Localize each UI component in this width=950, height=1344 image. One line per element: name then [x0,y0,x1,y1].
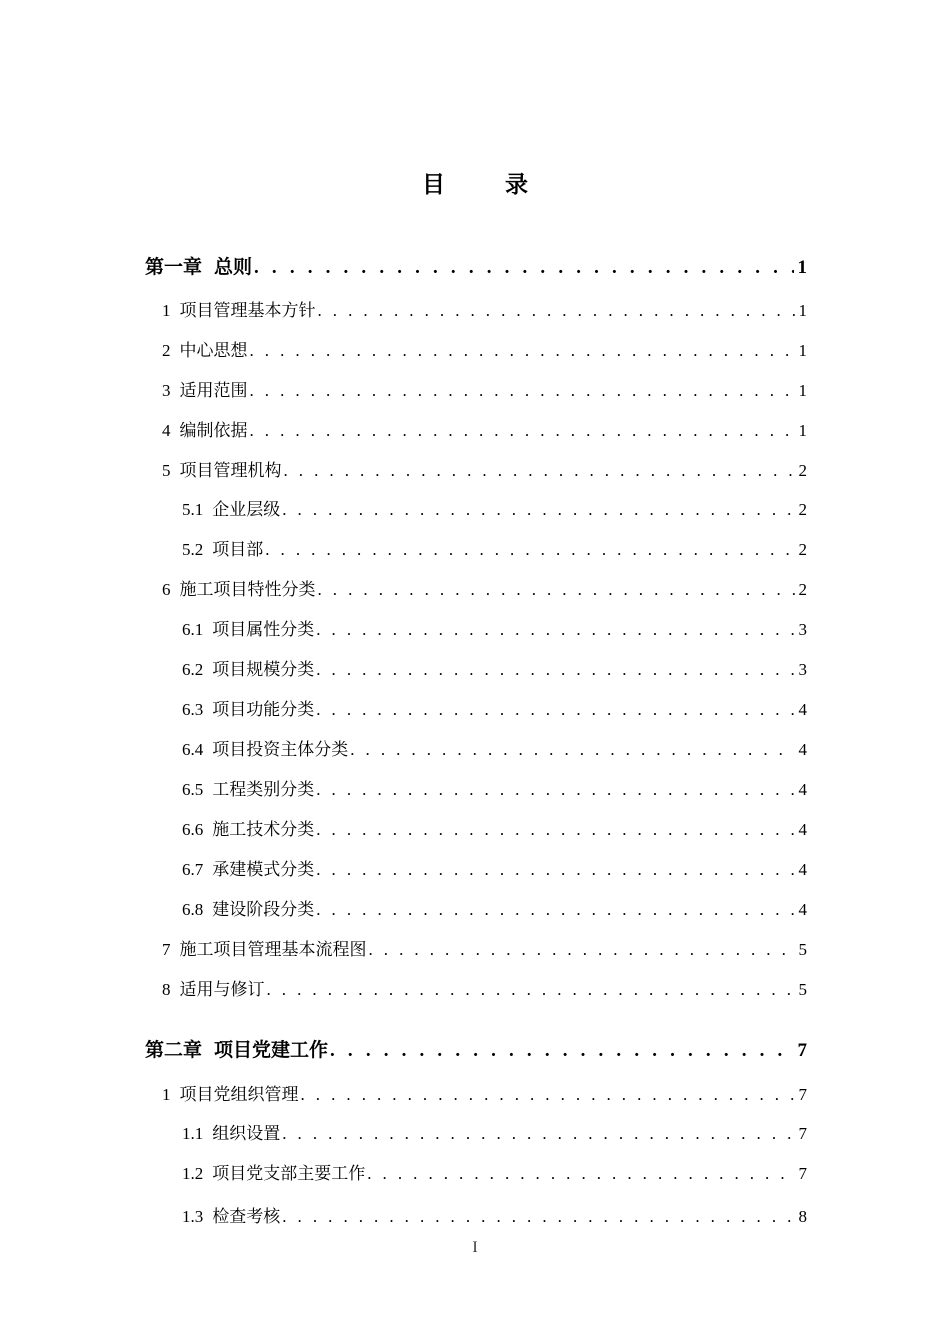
toc-leader-dots [316,657,794,683]
toc-section[interactable] [162,338,807,364]
toc-label: 项目管理基本方针 [179,301,316,320]
toc-leader-dots [367,1161,794,1187]
toc-leader-dots [318,577,795,603]
toc-subsection[interactable] [182,897,807,923]
toc-page-number: 7 [798,1085,807,1104]
toc-leader-dots [369,937,795,963]
toc-page-number: 2 [798,461,807,480]
toc-label: 承建模式分类 [212,860,315,879]
page-title: 目 录 [421,172,554,198]
toc-leader-dots [282,497,794,523]
toc-section[interactable] [162,937,807,963]
toc-section[interactable] [162,577,807,603]
toc-page-number: 4 [798,740,807,759]
toc-label: 项目投资主体分类 [212,740,349,759]
toc-number: 1.1 [182,1124,204,1143]
toc-label: 项目党支部主要工作 [212,1164,366,1183]
toc-label: 中心思想 [179,341,248,360]
toc-page-number: 3 [798,620,807,639]
toc-label: 编制依据 [179,421,248,440]
toc-label: 项目功能分类 [212,700,315,719]
toc-label: 施工技术分类 [212,820,315,839]
toc-leader-dots [316,817,794,843]
toc-leader-dots [250,378,795,404]
toc-subsection[interactable] [182,537,807,563]
toc-number: 6.3 [182,700,204,719]
toc-number: 第一章 [145,256,203,278]
toc-page-number: 7 [797,1040,807,1061]
toc-leader-dots [316,777,794,803]
toc-section[interactable] [162,1082,807,1108]
toc-number: 5.1 [182,500,204,519]
toc-label: 项目党组织管理 [179,1085,299,1104]
toc-label: 企业层级 [212,500,281,519]
toc-page-number: 4 [798,780,807,799]
toc-leader-dots [316,617,794,643]
toc-page-number: 4 [798,820,807,839]
toc-number: 第二章 [145,1039,203,1061]
toc-leader-dots [282,1121,794,1147]
toc-page-number: 4 [798,860,807,879]
toc-number: 5 [162,461,171,480]
toc-subsection[interactable] [182,737,807,763]
toc-number: 8 [162,980,171,999]
toc-page-number: 2 [798,500,807,519]
toc-subsection[interactable] [182,777,807,803]
toc-label: 施工项目特性分类 [179,580,316,599]
toc-leader-dots [316,897,794,923]
toc-number: 4 [162,421,171,440]
toc-label: 建设阶段分类 [212,900,315,919]
toc-page-number: 4 [798,900,807,919]
toc-label: 组织设置 [212,1124,281,1143]
toc-leader-dots [316,697,794,723]
toc-leader-dots [267,977,795,1003]
toc-number: 6.5 [182,780,204,799]
toc-number: 6.8 [182,900,204,919]
toc-subsection[interactable] [182,857,807,883]
toc-subsection[interactable] [182,1161,807,1187]
toc-subsection[interactable] [182,617,807,643]
toc-leader-dots [265,537,794,563]
toc-number: 6.2 [182,660,204,679]
toc-number: 1 [162,301,171,320]
toc-page-number: 1 [797,257,807,278]
toc-label: 总则 [214,256,253,278]
toc-page-number: 3 [798,660,807,679]
toc-section[interactable] [162,458,807,484]
toc-leader-dots [316,857,794,883]
toc-leader-dots [254,255,793,280]
toc-label: 适用范围 [179,381,248,400]
toc-number: 6.6 [182,820,204,839]
toc-subsection[interactable] [182,497,807,523]
toc-section[interactable] [162,298,807,324]
toc-leader-dots [350,737,794,763]
toc-number: 1 [162,1085,171,1104]
toc-number: 1.2 [182,1164,204,1183]
toc-subsection[interactable] [182,817,807,843]
toc-page-number: 2 [798,540,807,559]
toc-leader-dots [301,1082,795,1108]
toc-label: 工程类别分类 [212,780,315,799]
toc-section[interactable] [162,418,807,444]
toc-page-number: 7 [798,1124,807,1143]
page-number-footer: I [472,1239,478,1256]
toc-leader-dots [330,1038,793,1063]
toc-number: 6.1 [182,620,204,639]
toc-leader-dots [284,458,795,484]
toc-label: 项目党建工作 [214,1039,329,1061]
toc-number: 6 [162,580,171,599]
toc-number: 7 [162,940,171,959]
toc-section[interactable] [162,977,807,1003]
toc-leader-dots [282,1204,794,1230]
toc-number: 1.3 [182,1207,204,1226]
toc-chapter[interactable] [145,1037,807,1063]
toc-page-number: 1 [798,381,807,400]
toc-subsection[interactable] [182,1204,807,1230]
toc-label: 检查考核 [212,1207,281,1226]
toc-number: 6.7 [182,860,204,879]
toc-page-number: 5 [798,940,807,959]
toc-chapter[interactable] [145,254,807,280]
toc-label: 项目属性分类 [212,620,315,639]
toc-subsection[interactable] [182,1121,807,1147]
toc-label: 项目部 [212,540,264,559]
toc-label: 项目规模分类 [212,660,315,679]
toc-leader-dots [318,298,795,324]
toc-number: 3 [162,381,171,400]
toc-label: 适用与修订 [179,980,265,999]
toc-page-number: 2 [798,580,807,599]
toc-page-number: 1 [798,421,807,440]
toc-number: 5.2 [182,540,204,559]
toc-subsection[interactable] [182,657,807,683]
toc-page-number: 1 [798,301,807,320]
toc-page-number: 8 [798,1207,807,1226]
toc-number: 2 [162,341,171,360]
toc-leader-dots [250,418,795,444]
toc-number: 6.4 [182,740,204,759]
toc-page-number: 7 [798,1164,807,1183]
toc-label: 施工项目管理基本流程图 [179,940,367,959]
toc-page-number: 1 [798,341,807,360]
toc-page-number: 4 [798,700,807,719]
toc-section[interactable] [162,378,807,404]
toc-label: 项目管理机构 [179,461,282,480]
toc-leader-dots [250,338,795,364]
toc-subsection[interactable] [182,697,807,723]
toc-page-number: 5 [798,980,807,999]
